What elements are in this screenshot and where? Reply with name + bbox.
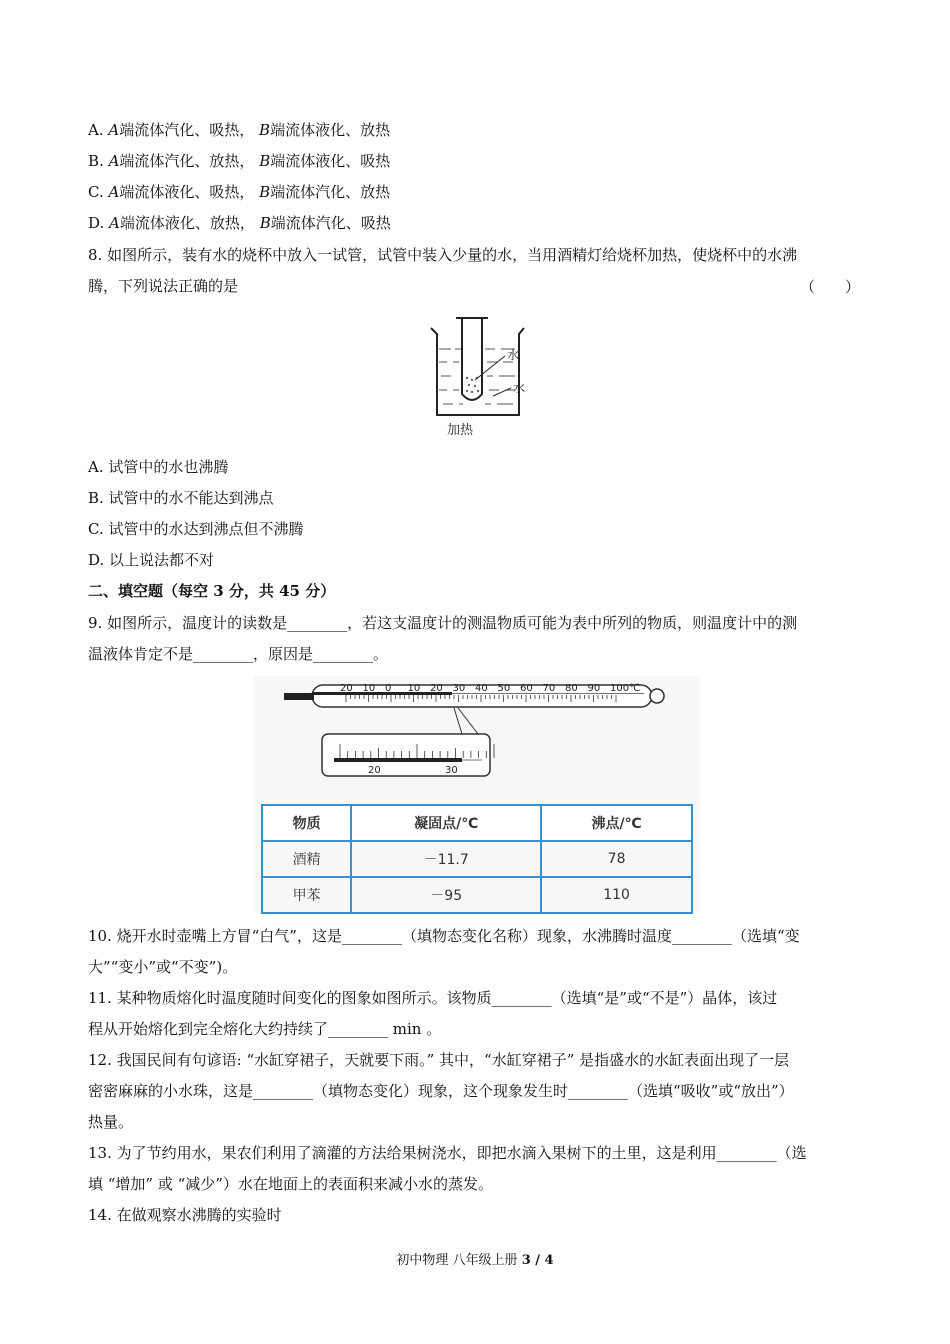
scale-tick-label: 70 <box>542 683 556 694</box>
table-cell: 110 <box>541 877 692 913</box>
q8-option-a: A. 试管中的水也沸腾 <box>88 458 229 476</box>
option-text: 端流体汽化、吸热 <box>270 214 391 232</box>
table-header: 沸点/℃ <box>541 805 692 841</box>
option-text: 端流体汽化、吸热， <box>119 121 255 139</box>
q12-stem-line3: 热量。 <box>88 1113 134 1131</box>
zoom-tick-label: 20 <box>368 765 381 776</box>
q7-option-c <box>88 182 390 202</box>
option-text: 端流体液化、放热 <box>270 121 391 139</box>
q8-option-d: D. 以上说法都不对 <box>88 551 215 569</box>
option-text: 端流体液化、吸热 <box>270 152 391 170</box>
substance-table <box>261 804 693 914</box>
option-letter: A. <box>88 121 104 139</box>
q13-stem-line2: 填 “增加” 或 “减少”）水在地面上的表面积来减小水的蒸发。 <box>88 1175 493 1193</box>
label-b: B <box>259 121 271 139</box>
scale-tick-label: 90 <box>587 683 601 694</box>
scale-tick-label: 10 <box>362 683 376 694</box>
answer-paren: （ ） <box>800 278 861 296</box>
q7-option-b <box>88 151 390 171</box>
scale-tick-label: 0 <box>385 683 392 694</box>
q12-stem-line2: 密密麻麻的小水珠，这是________（填物态变化）现象，这个现象发生时________（选填“吸收”或“放出”） <box>88 1082 794 1100</box>
scale-tick-label: 30 <box>452 683 466 694</box>
label-water-beaker: 水 <box>513 381 526 395</box>
page-footer <box>0 1249 950 1268</box>
scale-tick-label: 50 <box>497 683 511 694</box>
test-tube <box>462 318 482 400</box>
table-header-row <box>262 805 692 841</box>
q11-stem-line2: 程从开始熔化到完全熔化大约持续了________ min 。 <box>88 1020 442 1038</box>
zoom-box <box>322 734 490 776</box>
table-row <box>262 877 692 913</box>
zoom-liquid <box>334 758 462 762</box>
scale-tick-label: 100℃ <box>610 683 641 694</box>
scale-tick-label: 40 <box>475 683 488 694</box>
scale-tick-label: 80 <box>565 683 578 694</box>
q13-stem-line1: 13. 为了节约用水，果农们利用了滴灌的方法给果树浇水，即把水滴入果树下的土里，这是利用________（选 <box>88 1144 807 1162</box>
label-heat: 加热 <box>447 423 474 438</box>
q7-option-d <box>88 213 391 233</box>
q12-stem-line1: 12. 我国民间有句谚语: “水缸穿裙子，天就要下雨。” 其中，“水缸穿裙子” 是指盛水的水缸表面出现了一层 <box>88 1051 790 1069</box>
zoom-tick-label: 30 <box>445 765 458 776</box>
label-b: B <box>259 152 271 170</box>
option-letter: D. <box>88 214 105 232</box>
table-header: 物质 <box>262 805 351 841</box>
option-letter: B. <box>88 152 104 170</box>
option-text: 端流体汽化、放热 <box>270 183 391 201</box>
footer-text: 初中物理 八年级上册 <box>396 1253 522 1268</box>
scale-tick-label: 60 <box>520 683 533 694</box>
table-header: 凝固点/℃ <box>351 805 541 841</box>
scale-tick-label: 20 <box>340 683 353 694</box>
option-text: 端流体液化、放热， <box>119 214 255 232</box>
q9-stem-line2: 温液体肯定不是________，原因是________。 <box>88 645 389 663</box>
q8-stem-line2: 腾，下列说法正确的是 <box>88 277 239 295</box>
q14-stem-line1: 14. 在做观察水沸腾的实验时 <box>88 1206 282 1224</box>
label-a: A <box>108 121 120 139</box>
option-text: 端流体汽化、放热， <box>119 152 255 170</box>
beaker-figure <box>425 314 535 438</box>
label-b: B <box>259 214 271 232</box>
table-cell: 酒精 <box>262 841 351 877</box>
label-a: A <box>108 183 120 201</box>
q10-stem-line1: 10. 烧开水时壶嘴上方冒“白气”，这是________（填物态变化名称）现象，水沸腾时温度________（选填“变 <box>88 927 800 945</box>
thermometer-ring <box>650 689 664 703</box>
table-row <box>262 841 692 877</box>
page-number: 3 / 4 <box>521 1253 554 1268</box>
q9-stem-line1: 9. 如图所示，温度计的读数是________，若这支温度计的测温物质可能为表中所列的物质，则温度计中的测 <box>88 614 798 632</box>
scale-tick-label: 20 <box>430 683 443 694</box>
q8-option-c: C. 试管中的水达到沸点但不沸腾 <box>88 520 304 538</box>
table-cell: －11.7 <box>351 841 541 877</box>
option-letter: C. <box>88 183 104 201</box>
table-cell: 78 <box>541 841 692 877</box>
label-water-tube: 水 <box>507 348 520 362</box>
q11-stem-line1: 11. 某种物质熔化时温度随时间变化的图象如图所示。该物质________（选填“是”或“不是”）晶体，该过 <box>88 989 778 1007</box>
table-cell: －95 <box>351 877 541 913</box>
option-text: 端流体液化、吸热， <box>119 183 255 201</box>
section-title: 二、填空题（每空 3 分，共 45 分） <box>88 582 336 600</box>
table-cell: 甲苯 <box>262 877 351 913</box>
q8-stem-line1: 8. 如图所示，装有水的烧杯中放入一试管，试管中装入少量的水，当用酒精灯给烧杯加热，使烧杯中的水沸 <box>88 246 798 264</box>
q10-stem-line2: 大”“变小”或“不变”)。 <box>88 958 238 976</box>
q8-option-b: B. 试管中的水不能达到沸点 <box>88 489 274 507</box>
scale-tick-label: 10 <box>407 683 421 694</box>
thermometer-figure <box>282 678 682 778</box>
label-a: A <box>109 214 120 232</box>
label-a: A <box>108 152 120 170</box>
label-b: B <box>259 183 271 201</box>
q7-option-a <box>88 120 390 140</box>
